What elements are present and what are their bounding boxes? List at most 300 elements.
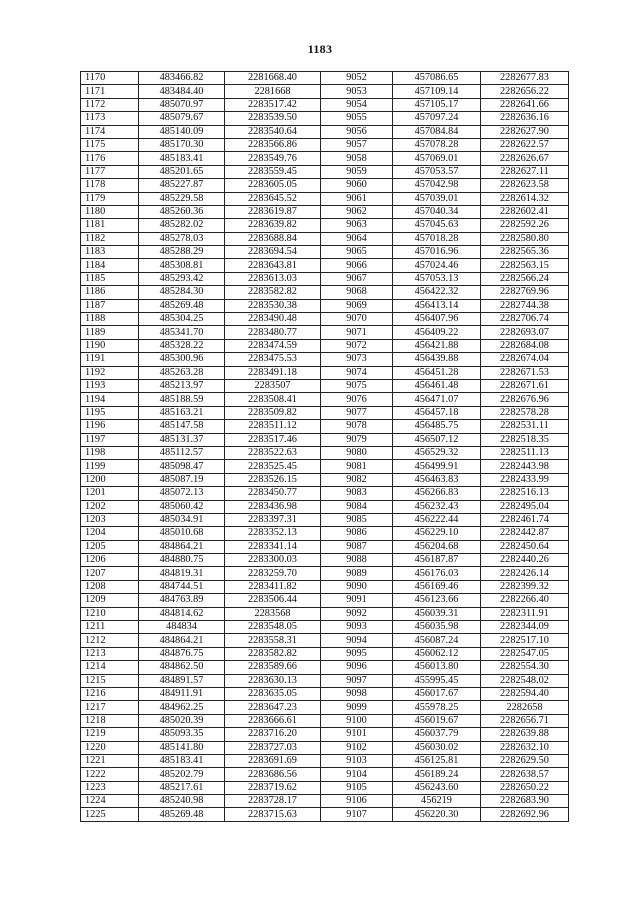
point-number-b: 9059: [321, 165, 393, 178]
point-number-b: 9105: [321, 781, 393, 794]
table-row: [81, 768, 569, 781]
y-coordinate-b: 2282566.24: [481, 272, 569, 285]
x-coordinate-a: 485341.70: [139, 326, 225, 339]
x-coordinate-b: 456222.44: [393, 513, 481, 526]
y-coordinate-a: 2283605.05: [225, 179, 321, 192]
y-coordinate-b: 2282517.10: [481, 634, 569, 647]
table-row: [81, 326, 569, 339]
point-number-b: 9092: [321, 607, 393, 620]
y-coordinate-b: 2282638.57: [481, 768, 569, 781]
table-row: [81, 674, 569, 687]
y-coordinate-b: 2282684.08: [481, 339, 569, 352]
y-coordinate-a: 2283508.41: [225, 393, 321, 406]
table-row: [81, 607, 569, 620]
point-number-b: 9073: [321, 353, 393, 366]
x-coordinate-a: 484814.62: [139, 607, 225, 620]
x-coordinate-b: 457109.14: [393, 85, 481, 98]
y-coordinate-b: 2282461.74: [481, 513, 569, 526]
y-coordinate-b: 2282399.32: [481, 580, 569, 593]
y-coordinate-a: 2283582.82: [225, 286, 321, 299]
y-coordinate-b: 2282623.58: [481, 179, 569, 192]
x-coordinate-b: 457018.28: [393, 232, 481, 245]
point-number-a: 1214: [81, 661, 139, 674]
y-coordinate-b: 2282602.41: [481, 205, 569, 218]
y-coordinate-a: 2283530.38: [225, 299, 321, 312]
x-coordinate-b: 456169.46: [393, 580, 481, 593]
table-row: [81, 232, 569, 245]
y-coordinate-a: 2283540.64: [225, 125, 321, 138]
y-coordinate-a: 2283686.56: [225, 768, 321, 781]
table-row: [81, 580, 569, 593]
x-coordinate-a: 485260.36: [139, 205, 225, 218]
table-row: [81, 741, 569, 754]
table-row: [81, 500, 569, 513]
point-number-b: 9087: [321, 540, 393, 553]
x-coordinate-b: 456243.60: [393, 781, 481, 794]
y-coordinate-a: 2283411.82: [225, 580, 321, 593]
y-coordinate-a: 2283613.03: [225, 272, 321, 285]
table-row: [81, 621, 569, 634]
table-row: [81, 219, 569, 232]
point-number-a: 1221: [81, 754, 139, 767]
y-coordinate-b: 2282311.91: [481, 607, 569, 620]
y-coordinate-b: 2282641.66: [481, 98, 569, 111]
table-row: [81, 567, 569, 580]
x-coordinate-b: 457053.57: [393, 165, 481, 178]
x-coordinate-b: 457069.01: [393, 152, 481, 165]
x-coordinate-b: 456499.91: [393, 460, 481, 473]
table-row: [81, 540, 569, 553]
point-number-a: 1206: [81, 554, 139, 567]
point-number-a: 1216: [81, 687, 139, 700]
x-coordinate-a: 485278.03: [139, 232, 225, 245]
table-row: [81, 473, 569, 486]
x-coordinate-b: 456232.43: [393, 500, 481, 513]
table-row: [81, 446, 569, 459]
point-number-a: 1210: [81, 607, 139, 620]
y-coordinate-a: 2283490.48: [225, 313, 321, 326]
y-coordinate-a: 2283549.76: [225, 152, 321, 165]
x-coordinate-a: 485020.39: [139, 714, 225, 727]
x-coordinate-b: 456039.31: [393, 607, 481, 620]
x-coordinate-b: 457045.63: [393, 219, 481, 232]
table-row: [81, 701, 569, 714]
x-coordinate-b: 456461.48: [393, 379, 481, 392]
point-number-b: 9062: [321, 205, 393, 218]
table-row: [81, 393, 569, 406]
y-coordinate-b: 2282622.57: [481, 138, 569, 151]
y-coordinate-a: 2283517.46: [225, 433, 321, 446]
x-coordinate-b: 456485.75: [393, 420, 481, 433]
x-coordinate-a: 485163.21: [139, 406, 225, 419]
point-number-a: 1204: [81, 527, 139, 540]
point-number-b: 9097: [321, 674, 393, 687]
point-number-b: 9102: [321, 741, 393, 754]
y-coordinate-a: 2283475.53: [225, 353, 321, 366]
y-coordinate-b: 2282693.07: [481, 326, 569, 339]
x-coordinate-b: 456266.83: [393, 487, 481, 500]
x-coordinate-b: 456409.22: [393, 326, 481, 339]
y-coordinate-b: 2282627.11: [481, 165, 569, 178]
table-row: [81, 205, 569, 218]
y-coordinate-a: 2283716.20: [225, 728, 321, 741]
y-coordinate-a: 2283727.03: [225, 741, 321, 754]
point-number-a: 1197: [81, 433, 139, 446]
point-number-b: 9066: [321, 259, 393, 272]
x-coordinate-b: 456125.81: [393, 754, 481, 767]
point-number-b: 9057: [321, 138, 393, 151]
point-number-a: 1225: [81, 808, 139, 821]
point-number-a: 1177: [81, 165, 139, 178]
x-coordinate-a: 485269.48: [139, 808, 225, 821]
point-number-a: 1172: [81, 98, 139, 111]
point-number-a: 1215: [81, 674, 139, 687]
point-number-a: 1184: [81, 259, 139, 272]
y-coordinate-a: 2283691.69: [225, 754, 321, 767]
table-row: [81, 795, 569, 808]
table-row: [81, 487, 569, 500]
x-coordinate-a: 483484.40: [139, 85, 225, 98]
y-coordinate-a: 2283548.05: [225, 621, 321, 634]
point-number-b: 9085: [321, 513, 393, 526]
table-row: [81, 661, 569, 674]
x-coordinate-b: 455978.25: [393, 701, 481, 714]
point-number-a: 1183: [81, 246, 139, 259]
y-coordinate-b: 2282578.28: [481, 406, 569, 419]
point-number-a: 1188: [81, 313, 139, 326]
table-row: [81, 125, 569, 138]
x-coordinate-a: 485202.79: [139, 768, 225, 781]
y-coordinate-a: 2283630.13: [225, 674, 321, 687]
y-coordinate-b: 2282632.10: [481, 741, 569, 754]
point-number-a: 1200: [81, 473, 139, 486]
table-row: [81, 313, 569, 326]
y-coordinate-a: 2283525.45: [225, 460, 321, 473]
y-coordinate-a: 2283341.14: [225, 540, 321, 553]
x-coordinate-b: 456219: [393, 795, 481, 808]
x-coordinate-a: 485284.30: [139, 286, 225, 299]
x-coordinate-b: 456087.24: [393, 634, 481, 647]
y-coordinate-a: 2283558.31: [225, 634, 321, 647]
point-number-b: 9067: [321, 272, 393, 285]
point-number-a: 1178: [81, 179, 139, 192]
point-number-b: 9091: [321, 594, 393, 607]
x-coordinate-a: 485131.37: [139, 433, 225, 446]
point-number-b: 9083: [321, 487, 393, 500]
x-coordinate-a: 485098.47: [139, 460, 225, 473]
page-number: 1183: [307, 42, 333, 56]
point-number-a: 1171: [81, 85, 139, 98]
y-coordinate-b: 2282671.53: [481, 366, 569, 379]
point-number-b: 9081: [321, 460, 393, 473]
x-coordinate-b: 457024.46: [393, 259, 481, 272]
point-number-b: 9084: [321, 500, 393, 513]
table-row: [81, 152, 569, 165]
point-number-a: 1219: [81, 728, 139, 741]
point-number-a: 1201: [81, 487, 139, 500]
point-number-b: 9090: [321, 580, 393, 593]
x-coordinate-a: 485093.35: [139, 728, 225, 741]
point-number-a: 1220: [81, 741, 139, 754]
y-coordinate-b: 2282656.71: [481, 714, 569, 727]
point-number-b: 9065: [321, 246, 393, 259]
point-number-a: 1203: [81, 513, 139, 526]
point-number-a: 1195: [81, 406, 139, 419]
point-number-b: 9052: [321, 72, 393, 85]
table-row: [81, 72, 569, 85]
point-number-a: 1182: [81, 232, 139, 245]
table-row: [81, 165, 569, 178]
x-coordinate-b: 456463.83: [393, 473, 481, 486]
x-coordinate-b: 456507.12: [393, 433, 481, 446]
y-coordinate-b: 2282658: [481, 701, 569, 714]
point-number-b: 9075: [321, 379, 393, 392]
y-coordinate-b: 2282676.96: [481, 393, 569, 406]
table-row: [81, 272, 569, 285]
point-number-a: 1175: [81, 138, 139, 151]
x-coordinate-a: 485010.68: [139, 527, 225, 540]
y-coordinate-a: 2283619.87: [225, 205, 321, 218]
point-number-b: 9071: [321, 326, 393, 339]
y-coordinate-a: 2283474.59: [225, 339, 321, 352]
x-coordinate-b: 456529.32: [393, 446, 481, 459]
table-row: [81, 366, 569, 379]
x-coordinate-b: 456019.67: [393, 714, 481, 727]
point-number-b: 9079: [321, 433, 393, 446]
y-coordinate-b: 2282565.36: [481, 246, 569, 259]
point-number-b: 9074: [321, 366, 393, 379]
y-coordinate-a: 2283719.62: [225, 781, 321, 794]
x-coordinate-b: 456457.18: [393, 406, 481, 419]
x-coordinate-a: 485070.97: [139, 98, 225, 111]
y-coordinate-a: 2283436.98: [225, 500, 321, 513]
x-coordinate-a: 485087.19: [139, 473, 225, 486]
x-coordinate-b: 456451.28: [393, 366, 481, 379]
x-coordinate-a: 485147.58: [139, 420, 225, 433]
point-number-a: 1222: [81, 768, 139, 781]
point-number-a: 1217: [81, 701, 139, 714]
point-number-a: 1186: [81, 286, 139, 299]
x-coordinate-a: 483466.82: [139, 72, 225, 85]
point-number-b: 9076: [321, 393, 393, 406]
y-coordinate-b: 2282580.80: [481, 232, 569, 245]
table-row: [81, 634, 569, 647]
y-coordinate-b: 2282626.67: [481, 152, 569, 165]
y-coordinate-b: 2282744.38: [481, 299, 569, 312]
x-coordinate-a: 484880.75: [139, 554, 225, 567]
x-coordinate-b: 457040.34: [393, 205, 481, 218]
table-row: [81, 339, 569, 352]
point-number-a: 1194: [81, 393, 139, 406]
point-number-b: 9077: [321, 406, 393, 419]
point-number-a: 1223: [81, 781, 139, 794]
point-number-a: 1190: [81, 339, 139, 352]
point-number-b: 9088: [321, 554, 393, 567]
table-row: [81, 299, 569, 312]
point-number-a: 1189: [81, 326, 139, 339]
point-number-b: 9107: [321, 808, 393, 821]
x-coordinate-a: 484819.31: [139, 567, 225, 580]
y-coordinate-a: 2283526.15: [225, 473, 321, 486]
y-coordinate-b: 2282450.64: [481, 540, 569, 553]
point-number-b: 9101: [321, 728, 393, 741]
point-number-a: 1180: [81, 205, 139, 218]
y-coordinate-a: 2283259.70: [225, 567, 321, 580]
x-coordinate-a: 485300.96: [139, 353, 225, 366]
x-coordinate-a: 485328.22: [139, 339, 225, 352]
point-number-b: 9069: [321, 299, 393, 312]
x-coordinate-a: 485263.28: [139, 366, 225, 379]
y-coordinate-a: 2283509.82: [225, 406, 321, 419]
x-coordinate-b: 456176.03: [393, 567, 481, 580]
y-coordinate-b: 2282442.87: [481, 527, 569, 540]
point-number-b: 9104: [321, 768, 393, 781]
table-row: [81, 192, 569, 205]
y-coordinate-b: 2282671.61: [481, 379, 569, 392]
x-coordinate-b: 457039.01: [393, 192, 481, 205]
point-number-a: 1207: [81, 567, 139, 580]
point-number-a: 1196: [81, 420, 139, 433]
point-number-b: 9093: [321, 621, 393, 634]
table-row: [81, 554, 569, 567]
x-coordinate-b: 456062.12: [393, 647, 481, 660]
y-coordinate-a: 2283728.17: [225, 795, 321, 808]
x-coordinate-b: 457086.65: [393, 72, 481, 85]
y-coordinate-b: 2282677.83: [481, 72, 569, 85]
table-row: [81, 513, 569, 526]
y-coordinate-a: 2283645.52: [225, 192, 321, 205]
x-coordinate-b: 457042.98: [393, 179, 481, 192]
point-number-b: 9058: [321, 152, 393, 165]
table-row: [81, 433, 569, 446]
point-number-b: 9096: [321, 661, 393, 674]
x-coordinate-a: 485227.87: [139, 179, 225, 192]
table-row: [81, 808, 569, 821]
x-coordinate-a: 485240.98: [139, 795, 225, 808]
table-row: [81, 353, 569, 366]
table-row: [81, 460, 569, 473]
y-coordinate-a: 2283506.44: [225, 594, 321, 607]
point-number-b: 9089: [321, 567, 393, 580]
x-coordinate-b: 456229.10: [393, 527, 481, 540]
x-coordinate-a: 484864.21: [139, 634, 225, 647]
point-number-b: 9106: [321, 795, 393, 808]
y-coordinate-a: 2283397.31: [225, 513, 321, 526]
table-row: [81, 138, 569, 151]
x-coordinate-b: 456439.88: [393, 353, 481, 366]
x-coordinate-b: 456413.14: [393, 299, 481, 312]
y-coordinate-a: 2283582.82: [225, 647, 321, 660]
point-number-a: 1211: [81, 621, 139, 634]
point-number-a: 1173: [81, 112, 139, 125]
point-number-a: 1179: [81, 192, 139, 205]
y-coordinate-b: 2282516.13: [481, 487, 569, 500]
x-coordinate-b: 456013.80: [393, 661, 481, 674]
x-coordinate-a: 484962.25: [139, 701, 225, 714]
x-coordinate-a: 485140.09: [139, 125, 225, 138]
point-number-a: 1199: [81, 460, 139, 473]
x-coordinate-a: 485217.61: [139, 781, 225, 794]
y-coordinate-b: 2282614.32: [481, 192, 569, 205]
x-coordinate-a: 485213.97: [139, 379, 225, 392]
y-coordinate-a: 2281668.40: [225, 72, 321, 85]
table-row: [81, 98, 569, 111]
table-row: [81, 246, 569, 259]
x-coordinate-a: 485072.13: [139, 487, 225, 500]
x-coordinate-b: 456422.32: [393, 286, 481, 299]
y-coordinate-a: 2283643.81: [225, 259, 321, 272]
point-number-b: 9063: [321, 219, 393, 232]
x-coordinate-a: 484891.57: [139, 674, 225, 687]
x-coordinate-a: 485170.30: [139, 138, 225, 151]
table-row: [81, 406, 569, 419]
point-number-b: 9061: [321, 192, 393, 205]
table-row: [81, 112, 569, 125]
x-coordinate-a: 485269.48: [139, 299, 225, 312]
y-coordinate-b: 2282554.30: [481, 661, 569, 674]
y-coordinate-b: 2282629.50: [481, 754, 569, 767]
x-coordinate-a: 485183.41: [139, 754, 225, 767]
table-row: [81, 754, 569, 767]
table-row: [81, 179, 569, 192]
point-number-a: 1192: [81, 366, 139, 379]
x-coordinate-b: 456037.79: [393, 728, 481, 741]
y-coordinate-a: 2283491.18: [225, 366, 321, 379]
point-number-a: 1202: [81, 500, 139, 513]
x-coordinate-b: 456421.88: [393, 339, 481, 352]
y-coordinate-a: 2283589.66: [225, 661, 321, 674]
y-coordinate-a: 2283688.84: [225, 232, 321, 245]
y-coordinate-b: 2282592.26: [481, 219, 569, 232]
point-number-b: 9094: [321, 634, 393, 647]
y-coordinate-a: 2283568: [225, 607, 321, 620]
x-coordinate-a: 485141.80: [139, 741, 225, 754]
point-number-a: 1205: [81, 540, 139, 553]
y-coordinate-a: 2283639.82: [225, 219, 321, 232]
point-number-b: 9054: [321, 98, 393, 111]
x-coordinate-a: 484864.21: [139, 540, 225, 553]
x-coordinate-b: 456030.02: [393, 741, 481, 754]
x-coordinate-b: 457078.28: [393, 138, 481, 151]
point-number-b: 9078: [321, 420, 393, 433]
x-coordinate-a: 484862.50: [139, 661, 225, 674]
y-coordinate-a: 2283511.12: [225, 420, 321, 433]
y-coordinate-a: 2283715.63: [225, 808, 321, 821]
point-number-a: 1218: [81, 714, 139, 727]
table-row: [81, 781, 569, 794]
table-row: [81, 687, 569, 700]
x-coordinate-a: 485034.91: [139, 513, 225, 526]
y-coordinate-b: 2282518.35: [481, 433, 569, 446]
point-number-b: 9086: [321, 527, 393, 540]
point-number-b: 9070: [321, 313, 393, 326]
x-coordinate-b: 456123.66: [393, 594, 481, 607]
point-number-a: 1213: [81, 647, 139, 660]
y-coordinate-b: 2282443.98: [481, 460, 569, 473]
y-coordinate-a: 2283352.13: [225, 527, 321, 540]
point-number-b: 9100: [321, 714, 393, 727]
x-coordinate-b: 456035.98: [393, 621, 481, 634]
x-coordinate-b: 457053.13: [393, 272, 481, 285]
x-coordinate-a: 484763.89: [139, 594, 225, 607]
y-coordinate-b: 2282433.99: [481, 473, 569, 486]
x-coordinate-a: 484744.51: [139, 580, 225, 593]
y-coordinate-b: 2282547.05: [481, 647, 569, 660]
x-coordinate-a: 485201.65: [139, 165, 225, 178]
y-coordinate-b: 2282627.90: [481, 125, 569, 138]
y-coordinate-b: 2282656.22: [481, 85, 569, 98]
y-coordinate-a: 2283480.77: [225, 326, 321, 339]
